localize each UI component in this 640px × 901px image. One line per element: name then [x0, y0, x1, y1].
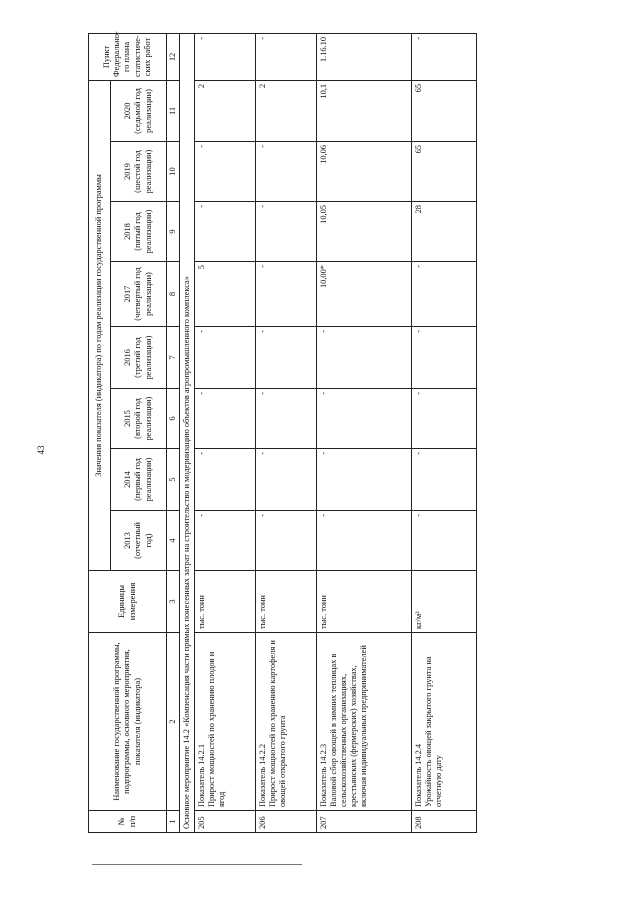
value-cell: 2	[256, 80, 317, 141]
header-year-label: 2014	[123, 471, 133, 488]
section-row	[180, 33, 195, 832]
section-title: Основное мероприятие 14.2 «Компенсация части прямых понесенных затрат на строительство и модернизацию объектов агропромышленного комплекса»	[180, 33, 195, 832]
value-cell: -	[256, 262, 317, 327]
column-number-3: 3	[167, 571, 180, 633]
header-year-2018	[111, 202, 167, 262]
unit-cell: тыс. тонн	[195, 571, 256, 633]
value-cell: -	[195, 511, 256, 571]
column-number-1: 1	[167, 811, 180, 833]
value-cell: -	[256, 142, 317, 202]
column-number-8: 8	[167, 262, 180, 327]
value-cell: 2	[195, 80, 256, 141]
value-cell: -	[412, 327, 477, 389]
header-year-label: 2013	[123, 532, 133, 549]
row-number: 206	[256, 811, 317, 833]
column-number-5: 5	[167, 449, 180, 511]
table-row	[317, 33, 412, 832]
value-cell: -	[412, 389, 477, 449]
stat-plan-point: -	[412, 33, 477, 80]
unit-cell: тыс. тонн	[256, 571, 317, 633]
row-number: 205	[195, 811, 256, 833]
value-cell: 5	[195, 262, 256, 327]
header-year-2013	[111, 511, 167, 571]
value-cell: 10,06	[317, 142, 412, 202]
header-year-note: (пятый год реализации)	[133, 209, 153, 254]
header-year-note: (шестой год реализации)	[133, 149, 153, 194]
value-cell: 28	[412, 202, 477, 262]
value-cell: 10,05	[317, 202, 412, 262]
table-body	[180, 33, 477, 832]
value-cell: -	[195, 389, 256, 449]
table-row	[412, 33, 477, 832]
header-year-label: 2016	[123, 349, 133, 366]
unit-cell: тыс. тонн	[317, 571, 412, 633]
value-cell: -	[317, 327, 412, 389]
table-row	[195, 33, 256, 832]
column-number-12: 12	[167, 33, 180, 80]
value-cell: -	[256, 202, 317, 262]
value-cell: -	[317, 511, 412, 571]
header-name: Наименование государственной программы, подпрограммы, основного мероприятия, показателя (индикатора)	[89, 633, 167, 811]
value-cell: -	[195, 327, 256, 389]
indicator-description: Валовой сбор овощей в зимних теплицах в сельскохозяйственных организациях, крестьянских (фермерских) хозяйствах, включая индивидуальных предпринимателей	[329, 645, 369, 807]
header-year-2020	[111, 80, 167, 141]
value-cell: 65	[412, 80, 477, 141]
rotated-table-container	[88, 31, 453, 833]
row-number: 207	[317, 811, 412, 833]
header-year-label: 2020	[123, 102, 133, 120]
column-number-11: 11	[167, 80, 180, 141]
indicator-code: Показатель 14.2.1	[197, 743, 207, 807]
column-number-4: 4	[167, 511, 180, 571]
header-unit: Единицы измерения	[89, 571, 167, 633]
header-year-note: (седьмой год реализации)	[133, 88, 153, 134]
stat-plan-point: 1.16.10	[317, 33, 412, 80]
value-cell: -	[256, 449, 317, 511]
indicator-code: Показатель 14.2.3	[319, 743, 329, 807]
indicator-code: Показатель 14.2.2	[258, 743, 268, 807]
header-numbers-row	[167, 33, 180, 832]
indicator-description: Урожайность овощей закрытого грунта на отчетную дату	[424, 656, 444, 807]
unit-cell: кг/м²	[412, 571, 477, 633]
header-year-label: 2018	[123, 223, 133, 240]
header-year-label: 2019	[123, 163, 133, 180]
value-cell: -	[256, 389, 317, 449]
indicator-name	[317, 633, 412, 811]
column-number-10: 10	[167, 142, 180, 202]
value-cell: -	[317, 449, 412, 511]
value-cell: -	[256, 511, 317, 571]
value-cell: -	[195, 202, 256, 262]
value-cell: -	[195, 142, 256, 202]
header-year-note: (второй год реализации)	[133, 396, 153, 441]
value-cell: -	[412, 449, 477, 511]
header-year-label: 2015	[123, 410, 133, 427]
header-point: Пункт Федерально-го плана статистиче-ских работ	[89, 33, 167, 80]
value-cell: -	[317, 389, 412, 449]
header-year-note: (первый год реализации)	[133, 457, 153, 502]
value-cell: -	[412, 262, 477, 327]
column-number-6: 6	[167, 389, 180, 449]
indicator-name	[195, 633, 256, 811]
indicator-name	[256, 633, 317, 811]
column-number-9: 9	[167, 202, 180, 262]
header-year-2017	[111, 262, 167, 327]
value-cell: -	[256, 327, 317, 389]
stat-plan-point: -	[195, 33, 256, 80]
header-year-label: 2017	[123, 285, 133, 303]
value-cell: 65	[412, 142, 477, 202]
table-row	[256, 33, 317, 832]
stat-plan-point: -	[256, 33, 317, 80]
indicator-description: Прирост мощностей по хранению плодов и ягод	[207, 651, 227, 807]
header-year-2015	[111, 389, 167, 449]
column-number-2: 2	[167, 633, 180, 811]
indicator-code: Показатель 14.2.4	[414, 743, 424, 807]
indicators-table	[88, 33, 477, 833]
header-year-2016	[111, 327, 167, 389]
row-number: 208	[412, 811, 477, 833]
footnote-divider	[92, 864, 302, 865]
value-cell: -	[195, 449, 256, 511]
value-cell: -	[412, 511, 477, 571]
header-no: № п/п	[89, 811, 167, 833]
value-cell: 10,00*	[317, 262, 412, 327]
indicator-name	[412, 633, 477, 811]
header-year-note: (отчетный год)	[133, 522, 153, 559]
page-number: 43	[36, 445, 46, 455]
header-year-2019	[111, 142, 167, 202]
column-number-7: 7	[167, 327, 180, 389]
header-year-note: (третий год реализации)	[133, 335, 153, 380]
value-cell: 10,1	[317, 80, 412, 141]
indicator-description: Прирост мощностей по хранению картофеля и овощей открытого грунта	[268, 640, 288, 807]
header-year-note: (четвертый год реализации)	[133, 267, 153, 321]
header-year-2014	[111, 449, 167, 511]
header-values: Значения показателя (индикатора) по годам реализации государственной программы	[89, 80, 111, 570]
